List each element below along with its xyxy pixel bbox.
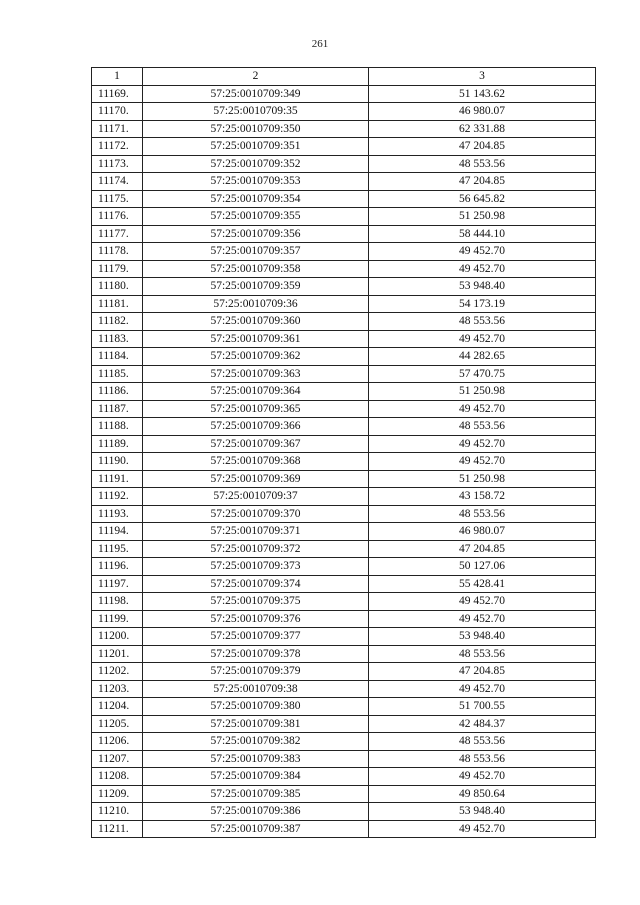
cadastral-number-cell: 57:25:0010709:354 xyxy=(143,190,369,208)
row-number-cell: 11189. xyxy=(92,435,143,453)
cadastral-number-cell: 57:25:0010709:35 xyxy=(143,103,369,121)
row-number-cell: 11191. xyxy=(92,470,143,488)
column-header-3: 3 xyxy=(369,68,596,86)
cadastral-number-cell: 57:25:0010709:383 xyxy=(143,750,369,768)
value-cell: 49 452.70 xyxy=(369,243,596,261)
row-number-cell: 11207. xyxy=(92,750,143,768)
cadastral-number-cell: 57:25:0010709:367 xyxy=(143,435,369,453)
cadastral-number-cell: 57:25:0010709:366 xyxy=(143,418,369,436)
cadastral-number-cell: 57:25:0010709:350 xyxy=(143,120,369,138)
table-row xyxy=(92,558,596,576)
cadastral-number-cell: 57:25:0010709:353 xyxy=(143,173,369,191)
value-cell: 42 484.37 xyxy=(369,715,596,733)
row-number-cell: 11188. xyxy=(92,418,143,436)
value-cell: 46 980.07 xyxy=(369,523,596,541)
value-cell: 49 452.70 xyxy=(369,768,596,786)
value-cell: 48 553.56 xyxy=(369,645,596,663)
cadastral-number-cell: 57:25:0010709:358 xyxy=(143,260,369,278)
value-cell: 51 700.55 xyxy=(369,698,596,716)
cadastral-number-cell: 57:25:0010709:377 xyxy=(143,628,369,646)
cadastral-number-cell: 57:25:0010709:351 xyxy=(143,138,369,156)
value-cell: 49 452.70 xyxy=(369,453,596,471)
cadastral-number-cell: 57:25:0010709:376 xyxy=(143,610,369,628)
value-cell: 49 452.70 xyxy=(369,400,596,418)
table-row xyxy=(92,698,596,716)
row-number-cell: 11180. xyxy=(92,278,143,296)
cadastral-number-cell: 57:25:0010709:356 xyxy=(143,225,369,243)
cadastral-number-cell: 57:25:0010709:368 xyxy=(143,453,369,471)
value-cell: 53 948.40 xyxy=(369,278,596,296)
cadastral-number-cell: 57:25:0010709:37 xyxy=(143,488,369,506)
value-cell: 57 470.75 xyxy=(369,365,596,383)
value-cell: 56 645.82 xyxy=(369,190,596,208)
table-header-row xyxy=(92,68,596,86)
value-cell: 48 553.56 xyxy=(369,155,596,173)
value-cell: 49 452.70 xyxy=(369,680,596,698)
cadastral-number-cell: 57:25:0010709:385 xyxy=(143,785,369,803)
row-number-cell: 11174. xyxy=(92,173,143,191)
cadastral-number-cell: 57:25:0010709:365 xyxy=(143,400,369,418)
value-cell: 62 331.88 xyxy=(369,120,596,138)
value-cell: 49 452.70 xyxy=(369,330,596,348)
cadastral-number-cell: 57:25:0010709:384 xyxy=(143,768,369,786)
table-row xyxy=(92,120,596,138)
value-cell: 44 282.65 xyxy=(369,348,596,366)
cadastral-number-cell: 57:25:0010709:362 xyxy=(143,348,369,366)
row-number-cell: 11196. xyxy=(92,558,143,576)
table-row xyxy=(92,173,596,191)
table-row xyxy=(92,768,596,786)
row-number-cell: 11204. xyxy=(92,698,143,716)
value-cell: 48 553.56 xyxy=(369,313,596,331)
row-number-cell: 11176. xyxy=(92,208,143,226)
row-number-cell: 11209. xyxy=(92,785,143,803)
cadastral-number-cell: 57:25:0010709:374 xyxy=(143,575,369,593)
table-row xyxy=(92,645,596,663)
row-number-cell: 11172. xyxy=(92,138,143,156)
cadastral-number-cell: 57:25:0010709:380 xyxy=(143,698,369,716)
row-number-cell: 11183. xyxy=(92,330,143,348)
row-number-cell: 11185. xyxy=(92,365,143,383)
table-row xyxy=(92,435,596,453)
row-number-cell: 11175. xyxy=(92,190,143,208)
row-number-cell: 11178. xyxy=(92,243,143,261)
table-row xyxy=(92,593,596,611)
row-number-cell: 11193. xyxy=(92,505,143,523)
value-cell: 47 204.85 xyxy=(369,138,596,156)
value-cell: 47 204.85 xyxy=(369,173,596,191)
column-header-1: 1 xyxy=(92,68,143,86)
table-row xyxy=(92,138,596,156)
cadastral-number-cell: 57:25:0010709:373 xyxy=(143,558,369,576)
value-cell: 51 143.62 xyxy=(369,85,596,103)
table-row xyxy=(92,715,596,733)
row-number-cell: 11192. xyxy=(92,488,143,506)
value-cell: 51 250.98 xyxy=(369,208,596,226)
value-cell: 51 250.98 xyxy=(369,383,596,401)
table-row xyxy=(92,610,596,628)
table-row xyxy=(92,313,596,331)
row-number-cell: 11187. xyxy=(92,400,143,418)
table-row xyxy=(92,505,596,523)
value-cell: 50 127.06 xyxy=(369,558,596,576)
value-cell: 48 553.56 xyxy=(369,733,596,751)
table-row xyxy=(92,208,596,226)
value-cell: 51 250.98 xyxy=(369,470,596,488)
table-row xyxy=(92,733,596,751)
value-cell: 49 850.64 xyxy=(369,785,596,803)
table-row xyxy=(92,680,596,698)
cadastral-number-cell: 57:25:0010709:371 xyxy=(143,523,369,541)
row-number-cell: 11199. xyxy=(92,610,143,628)
row-number-cell: 11202. xyxy=(92,663,143,681)
row-number-cell: 11198. xyxy=(92,593,143,611)
row-number-cell: 11206. xyxy=(92,733,143,751)
table-row xyxy=(92,540,596,558)
table-row xyxy=(92,418,596,436)
cadastral-number-cell: 57:25:0010709:387 xyxy=(143,820,369,838)
value-cell: 49 452.70 xyxy=(369,260,596,278)
value-cell: 49 452.70 xyxy=(369,820,596,838)
cadastral-number-cell: 57:25:0010709:360 xyxy=(143,313,369,331)
cadastral-number-cell: 57:25:0010709:379 xyxy=(143,663,369,681)
value-cell: 48 553.56 xyxy=(369,750,596,768)
value-cell: 49 452.70 xyxy=(369,435,596,453)
value-cell: 53 948.40 xyxy=(369,803,596,821)
cadastral-number-cell: 57:25:0010709:372 xyxy=(143,540,369,558)
row-number-cell: 11177. xyxy=(92,225,143,243)
row-number-cell: 11211. xyxy=(92,820,143,838)
page-number: 261 xyxy=(311,38,329,50)
value-cell: 47 204.85 xyxy=(369,540,596,558)
row-number-cell: 11200. xyxy=(92,628,143,646)
table-row xyxy=(92,750,596,768)
value-cell: 43 158.72 xyxy=(369,488,596,506)
row-number-cell: 11194. xyxy=(92,523,143,541)
value-cell: 49 452.70 xyxy=(369,610,596,628)
table-row xyxy=(92,365,596,383)
value-cell: 49 452.70 xyxy=(369,593,596,611)
cadastral-number-cell: 57:25:0010709:386 xyxy=(143,803,369,821)
cadastral-number-cell: 57:25:0010709:369 xyxy=(143,470,369,488)
table-row xyxy=(92,453,596,471)
table-row xyxy=(92,85,596,103)
table-row xyxy=(92,785,596,803)
cadastral-number-cell: 57:25:0010709:355 xyxy=(143,208,369,226)
row-number-cell: 11179. xyxy=(92,260,143,278)
table-row xyxy=(92,628,596,646)
cadastral-number-cell: 57:25:0010709:364 xyxy=(143,383,369,401)
cadastral-number-cell: 57:25:0010709:359 xyxy=(143,278,369,296)
table-row xyxy=(92,330,596,348)
table-row xyxy=(92,575,596,593)
row-number-cell: 11195. xyxy=(92,540,143,558)
row-number-cell: 11169. xyxy=(92,85,143,103)
table-row xyxy=(92,155,596,173)
cadastral-number-cell: 57:25:0010709:381 xyxy=(143,715,369,733)
table-row xyxy=(92,190,596,208)
table-row xyxy=(92,103,596,121)
table-row xyxy=(92,383,596,401)
row-number-cell: 11203. xyxy=(92,680,143,698)
cadastral-number-cell: 57:25:0010709:38 xyxy=(143,680,369,698)
table-row xyxy=(92,803,596,821)
row-number-cell: 11197. xyxy=(92,575,143,593)
value-cell: 54 173.19 xyxy=(369,295,596,313)
row-number-cell: 11170. xyxy=(92,103,143,121)
row-number-cell: 11208. xyxy=(92,768,143,786)
row-number-cell: 11171. xyxy=(92,120,143,138)
table-row xyxy=(92,523,596,541)
cadastral-number-cell: 57:25:0010709:357 xyxy=(143,243,369,261)
cadastral-number-cell: 57:25:0010709:382 xyxy=(143,733,369,751)
value-cell: 48 553.56 xyxy=(369,505,596,523)
row-number-cell: 11201. xyxy=(92,645,143,663)
row-number-cell: 11186. xyxy=(92,383,143,401)
cadastral-number-cell: 57:25:0010709:370 xyxy=(143,505,369,523)
table-row xyxy=(92,260,596,278)
cadastral-number-cell: 57:25:0010709:36 xyxy=(143,295,369,313)
row-number-cell: 11210. xyxy=(92,803,143,821)
table-row xyxy=(92,400,596,418)
cadastral-number-cell: 57:25:0010709:375 xyxy=(143,593,369,611)
cadastral-number-cell: 57:25:0010709:378 xyxy=(143,645,369,663)
row-number-cell: 11182. xyxy=(92,313,143,331)
row-number-cell: 11181. xyxy=(92,295,143,313)
table-row xyxy=(92,488,596,506)
column-header-2: 2 xyxy=(143,68,369,86)
row-number-cell: 11190. xyxy=(92,453,143,471)
value-cell: 46 980.07 xyxy=(369,103,596,121)
table-row xyxy=(92,348,596,366)
cadastral-number-cell: 57:25:0010709:349 xyxy=(143,85,369,103)
row-number-cell: 11184. xyxy=(92,348,143,366)
table-row xyxy=(92,278,596,296)
table-row xyxy=(92,663,596,681)
table-row xyxy=(92,295,596,313)
value-cell: 58 444.10 xyxy=(369,225,596,243)
cadastral-table xyxy=(91,67,596,838)
cadastral-number-cell: 57:25:0010709:361 xyxy=(143,330,369,348)
table-row xyxy=(92,225,596,243)
value-cell: 53 948.40 xyxy=(369,628,596,646)
row-number-cell: 11173. xyxy=(92,155,143,173)
table-body xyxy=(92,85,596,838)
table-row xyxy=(92,820,596,838)
table-row xyxy=(92,470,596,488)
value-cell: 47 204.85 xyxy=(369,663,596,681)
value-cell: 55 428.41 xyxy=(369,575,596,593)
cadastral-number-cell: 57:25:0010709:363 xyxy=(143,365,369,383)
row-number-cell: 11205. xyxy=(92,715,143,733)
table-row xyxy=(92,243,596,261)
cadastral-number-cell: 57:25:0010709:352 xyxy=(143,155,369,173)
value-cell: 48 553.56 xyxy=(369,418,596,436)
